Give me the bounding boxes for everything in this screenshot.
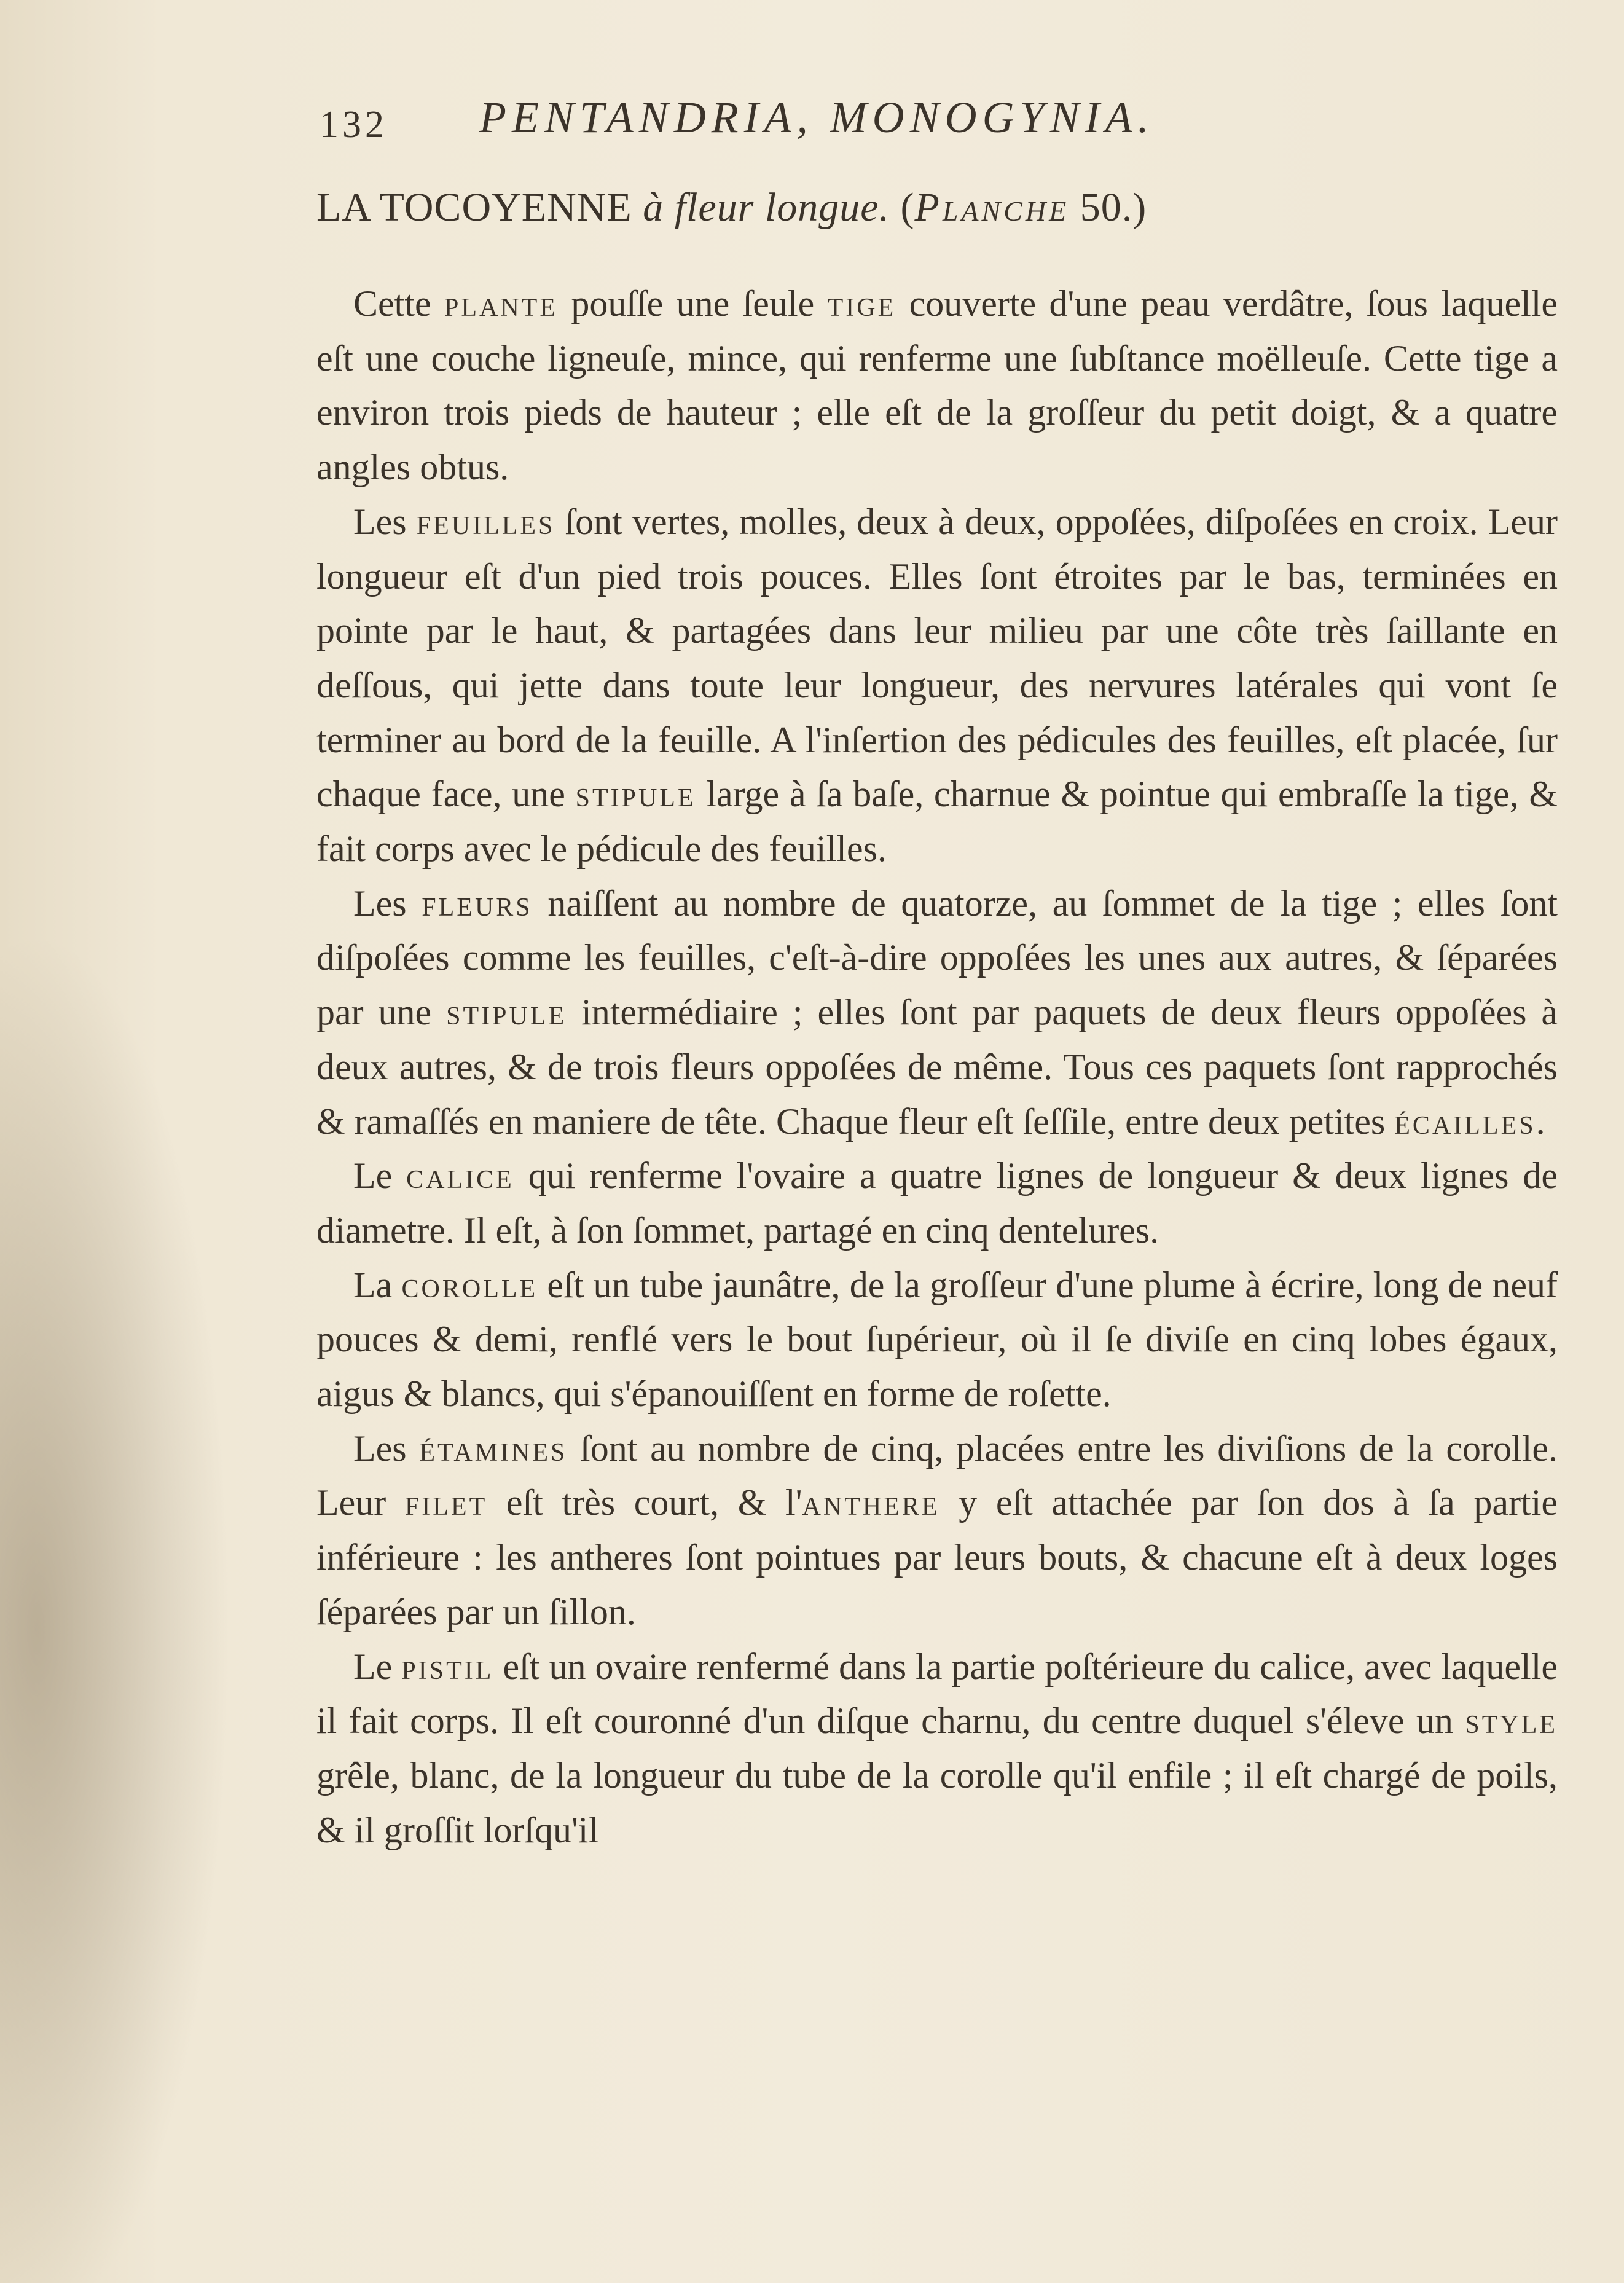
text-run: eſt très court, & l'	[506, 1482, 802, 1523]
page-number: 132	[320, 104, 388, 146]
term-pistil: pistil	[401, 1646, 494, 1687]
text-run: eſt un ovaire renfermé dans la partie poſtérieure du calice, avec laquelle il fait corps. Il eſt couronné d'un diſque charnu, du centre duquel s'éleve un	[316, 1646, 1558, 1742]
plate-label: Planche	[914, 185, 1070, 230]
text-run: Le	[353, 1155, 393, 1197]
text-run: qui renferme l'ovaire a quatre lignes de longueur & deux lignes de diametre. Il eſt, à ſon ſommet, partagé en cinq dentelures.	[316, 1155, 1558, 1251]
text-run: La	[353, 1264, 393, 1305]
running-title: PENTANDRIA, MONOGYNIA.	[479, 93, 1155, 142]
term-stipule: stipule	[446, 992, 567, 1033]
text-run: ſont au nombre de cinq, placées entre les diviſions de la corolle. Leur	[316, 1428, 1558, 1523]
text-run: grêle, blanc, de la longueur du tube de la corolle qu'il enfile ; il eſt chargé de poils, & il groſſit lorſqu'il	[316, 1754, 1558, 1850]
term-filet: filet	[404, 1482, 488, 1523]
term-feuilles: feuilles	[416, 501, 555, 542]
term-plante: plante	[444, 283, 558, 324]
paragraph-plante	[316, 277, 1558, 495]
paragraph-calice	[316, 1149, 1558, 1257]
text-run: large à ſa baſe, charnue & pointue qui embraſſe la tige, & fait corps avec le pédicule des feuilles.	[316, 774, 1558, 870]
term-corolle: corolle	[401, 1264, 538, 1305]
text-run: couverte d'une peau verdâtre, ſous laquelle eſt une couche ligneuſe, mince, qui renferme une ſubſtance moëlleuſe. Cette tige a environ trois pieds de hauteur ; elle eſt de la groſſeur du petit doigt, & a quatre angles obtus.	[316, 283, 1558, 488]
plate-open-paren: (	[900, 185, 915, 230]
page-header	[320, 92, 1376, 160]
paragraph-feuilles	[316, 495, 1558, 876]
text-run: pouſſe une ſeule	[571, 283, 815, 324]
paragraph-corolle	[316, 1258, 1558, 1421]
text-run: intermédiaire ; elles ſont par paquets de deux fleurs oppoſées à deux autres, & de trois fleurs oppoſées de même. Tous ces paquets ſont rapprochés & ramaſſés en maniere de tête. Chaque fleur eſt ſeſſile, entre deux petites	[316, 992, 1558, 1142]
paragraph-pistil	[316, 1640, 1558, 1858]
text-run: ſont vertes, molles, deux à deux, oppoſées, diſpoſées en croix. Leur longueur eſt d'un pied trois pouces. Elles ſont étroites par le bas, terminées en pointe par le haut, & partagées dans leur milieu par une côte très ſaillante en deſſous, qui jette dans toute leur longueur, des nervures latérales qui vont ſe terminer au bord de la feuille. A l'inſertion des pédicules des feuilles, eſt placée, ſur chaque face, une	[316, 501, 1558, 815]
text-run: Le	[353, 1646, 393, 1687]
text-run: y eſt attachée par ſon dos à ſa partie inférieure : les antheres ſont pointues par leurs bouts, & chacune eſt à deux loges ſéparées par un ſillon.	[316, 1482, 1558, 1632]
term-anthere: anthere	[802, 1482, 940, 1523]
body-text	[316, 277, 1558, 1857]
text-run: Les	[353, 882, 407, 924]
text-run: eſt un tube jaunâtre, de la groſſeur d'une plume à écrire, long de neuf pouces & demi, renflé vers le bout ſupérieur, où il ſe diviſe en cinq lobes égaux, aigus & blancs, qui s'épanouiſſent en forme de roſette.	[316, 1264, 1558, 1415]
term-ecailles: écailles.	[1394, 1101, 1548, 1142]
plate-number: 50.)	[1080, 185, 1147, 230]
paragraph-fleurs	[316, 876, 1558, 1149]
term-fleurs: fleurs	[422, 882, 533, 924]
plant-qualifier: à fleur longue.	[643, 185, 890, 230]
term-etamines: étamines	[419, 1428, 568, 1469]
section-title	[316, 184, 1484, 231]
term-calice: calice	[406, 1155, 514, 1197]
plant-name: LA TOCOYENNE	[316, 185, 632, 230]
text-run: Les	[353, 501, 407, 542]
text-run: Cette	[353, 283, 431, 324]
paragraph-etamines	[316, 1421, 1558, 1640]
text-run: naiſſent au nombre de quatorze, au ſommet de la tige ; elles ſont diſpoſées comme les feuilles, c'eſt-à-dire oppoſées les unes aux autres, & ſéparées par une	[316, 882, 1558, 1033]
text-run: Les	[353, 1428, 407, 1469]
term-tige: tige	[827, 283, 896, 324]
term-style: style	[1465, 1700, 1558, 1742]
term-stipule: stipule	[575, 774, 696, 815]
